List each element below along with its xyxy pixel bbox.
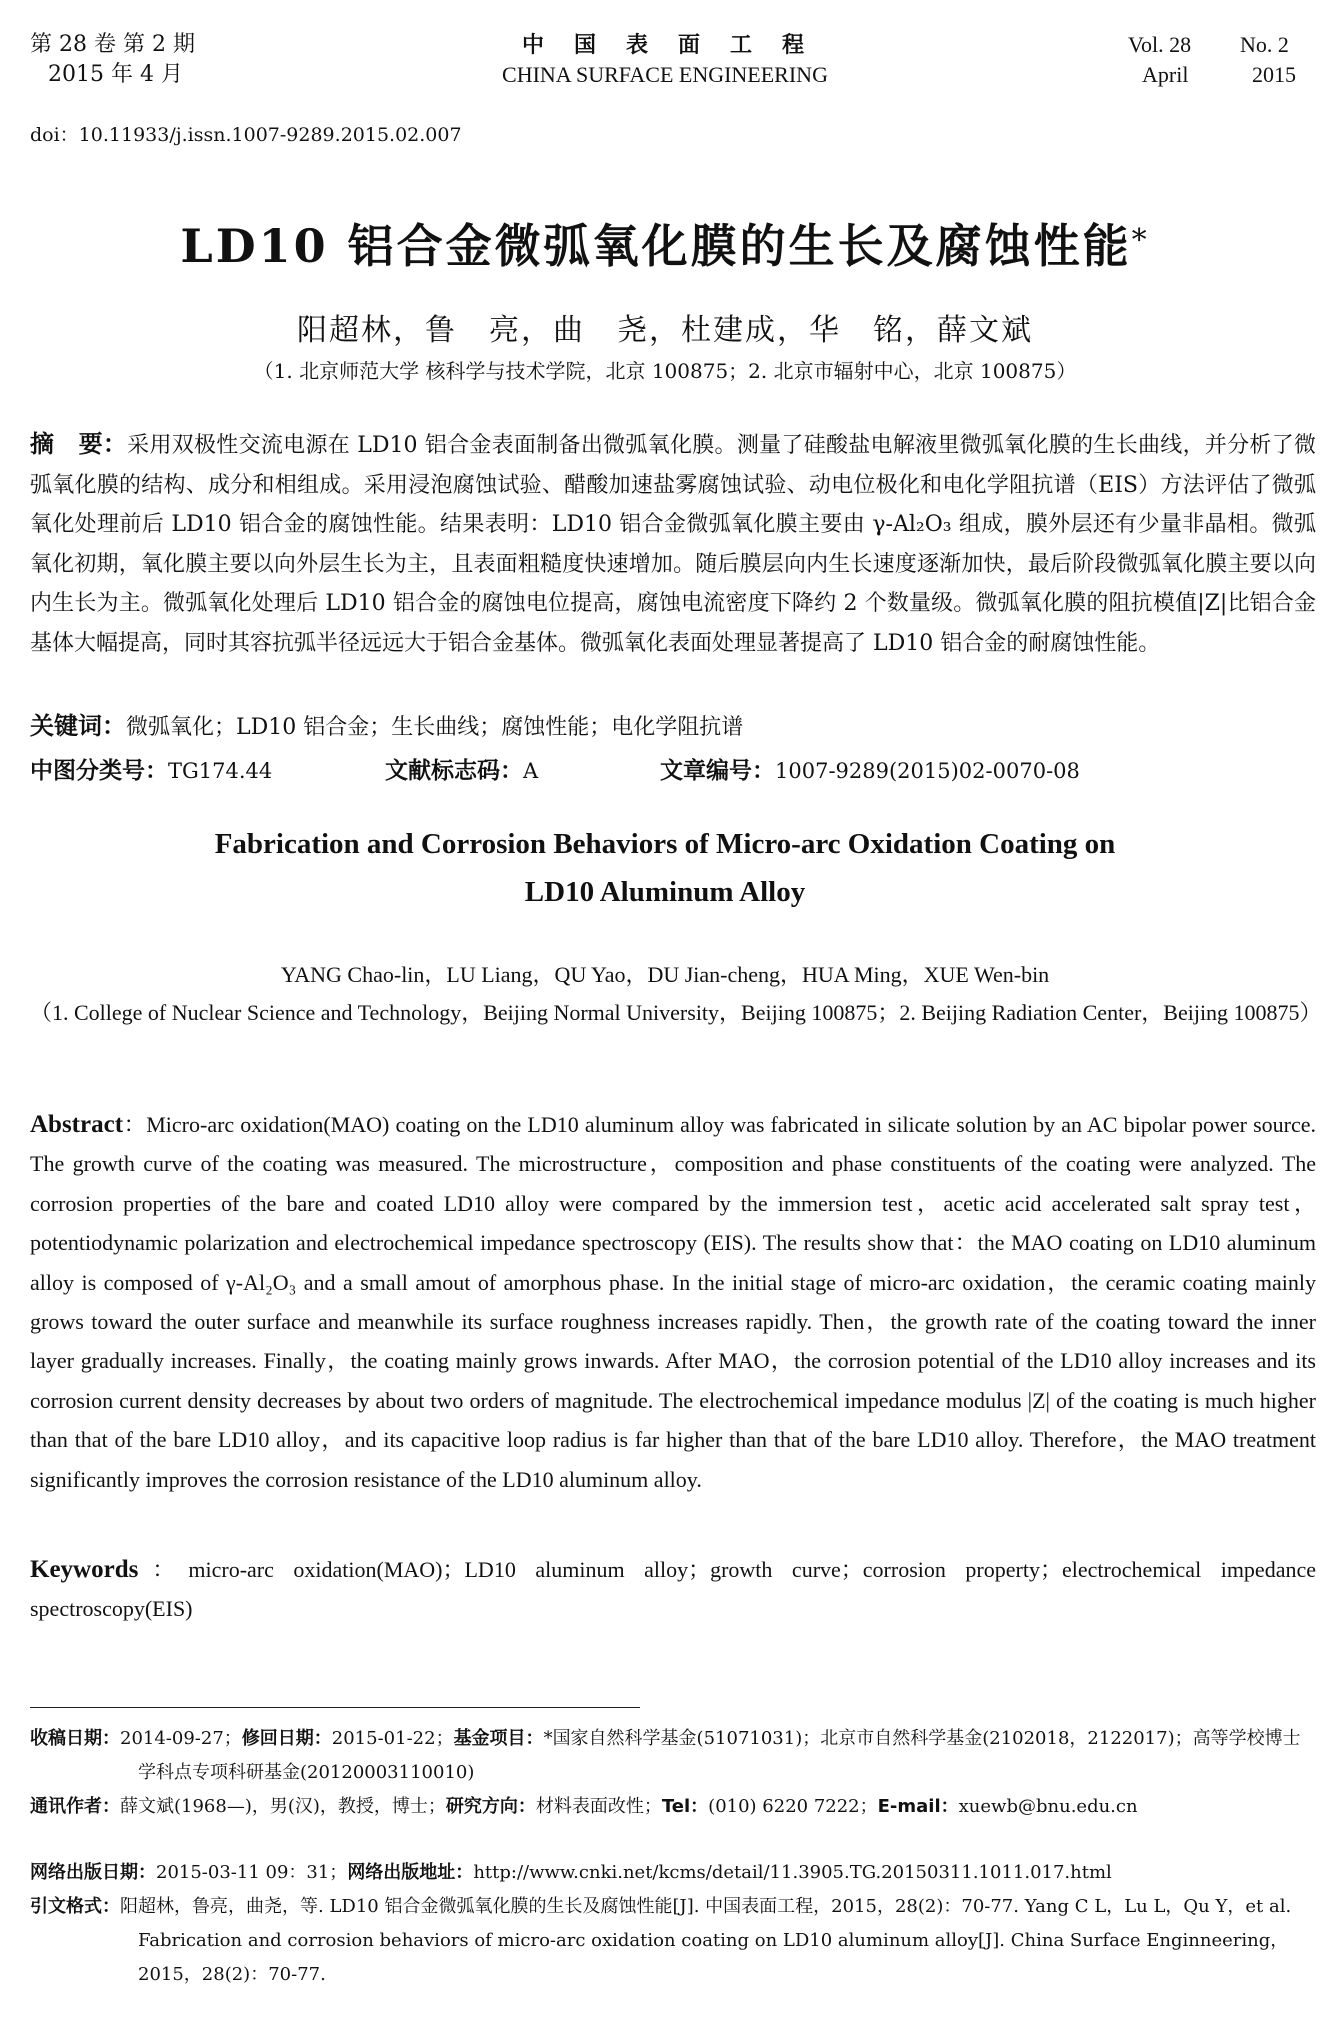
research-value: 材料表面改性； (535, 1796, 662, 1817)
citation-label: 引文格式： (30, 1896, 120, 1917)
title-footnote-mark: * (1131, 223, 1150, 258)
keywords-en (30, 1550, 1316, 1629)
footnote-dates-fund (30, 1722, 1316, 1824)
abstract-en-label: Abstract (30, 1111, 124, 1138)
tel-label: Tel： (661, 1796, 709, 1817)
abstract-cn-label: 摘 要： (30, 430, 128, 458)
title-cn (0, 210, 1330, 276)
keywords-en-text: ：micro-arc oxidation(MAO)；LD10 aluminum alloy；growth curve；corrosion property；electrochemical impedance spectroscopy(EIS) (30, 1557, 1316, 1622)
revised-value: 2015-01-22； (331, 1728, 454, 1749)
online-url-value[interactable]: http://www.cnki.net/kcms/detail/11.3905.TG.20150311.1011.017.html (473, 1862, 1112, 1883)
article-no-label: 文章编号： (660, 758, 775, 784)
header-year-en: 2015 (1252, 62, 1296, 87)
research-label: 研究方向： (445, 1796, 536, 1817)
affiliation-cn: （1. 北京师范大学 核科学与技术学院，北京 100875；2. 北京市辐射中心，北京 100875） (253, 359, 1077, 383)
online-url-label: 网络出版地址： (347, 1862, 474, 1883)
citation-value: 阳超林，鲁亮，曲尧，等. LD10 铝合金微弧氧化膜的生长及腐蚀性能[J]. 中国表面工程，2015，28(2)：70-77. Yang C L，Lu L，Qu Y，et al. Fabrication and corrosion behaviors of micro-arc oxidation coating on LD10 aluminum alloy[J]. China Surface Enginneering，2015，28(2)：70-77. (120, 1896, 1292, 1985)
clc-label: 中图分类号： (30, 758, 168, 784)
email-label: E-mail： (877, 1796, 959, 1817)
keywords-en-label: Keywords (30, 1556, 139, 1583)
affiliation-en: （1. College of Nuclear Science and Technology，Beijing Normal University，Beijing 100875；2. Beijing Radiation Center，Beijing 100875） (30, 1000, 1322, 1025)
header-vol-en: Vol. 28 (1128, 32, 1192, 57)
tel-value: (010) 6220 7222； (708, 1796, 878, 1817)
abstract-cn (30, 425, 1316, 664)
keywords-cn-text: 微弧氧化；LD10 铝合金；生长曲线；腐蚀性能；电化学阻抗谱 (126, 715, 744, 740)
header-volume-cn: 第 28 卷 第 2 期 (30, 32, 195, 57)
online-date-label: 网络出版日期： (30, 1862, 156, 1883)
title-en-line1: Fabrication and Corrosion Behaviors of Micro-arc Oxidation Coating on (214, 828, 1116, 860)
classification-row (30, 752, 272, 785)
doc-code-value: A (523, 759, 539, 783)
header-journal-en: CHINA SURFACE ENGINEERING (502, 62, 828, 87)
title-en-line2: LD10 Aluminum Alloy (524, 876, 806, 908)
authors-en: YANG Chao-lin，LU Liang，QU Yao，DU Jian-cheng，HUA Ming，XUE Wen-bin (280, 962, 1050, 987)
received-value: 2014-09-27； (120, 1728, 242, 1749)
corresponding-value: 薛文斌(1968—)，男(汉)，教授，博士； (120, 1796, 446, 1817)
header-journal-cn: 中 国 表 面 工 程 (521, 32, 808, 58)
keywords-cn (30, 707, 1316, 748)
abstract-en (30, 1105, 1316, 1499)
article-no-row (660, 752, 1080, 785)
title-en (0, 820, 1330, 916)
title-cn-text: LD10 铝合金微弧氧化膜的生长及腐蚀性能 (180, 219, 1132, 273)
doi: doi：10.11933/j.issn.1007-9289.2015.02.007 (30, 124, 462, 146)
clc-value: TG174.44 (168, 759, 273, 783)
doc-code-row (385, 752, 538, 785)
doc-code-label: 文献标志码： (385, 758, 523, 784)
corresponding-label: 通讯作者： (30, 1796, 120, 1817)
article-no-value: 1007-9289(2015)02-0070-08 (775, 759, 1080, 783)
abstract-cn-text: 采用双极性交流电源在 LD10 铝合金表面制备出微弧氧化膜。测量了硅酸盐电解液里微弧氧化膜的生长曲线，并分析了微弧氧化膜的结构、成分和相组成。采用浸泡腐蚀试验、醋酸加速盐雾腐蚀试验、动电位极化和电化学阻抗谱（EIS）方法评估了微弧氧化处理前后 LD10 铝合金的腐蚀性能。结果表明：LD10 铝合金微弧氧化膜主要由 γ-Al₂O₃ 组成，膜外层还有少量非晶相。微弧氧化初期，氧化膜主要以向外层生长为主，且表面粗糙度快速增加。随后膜层向内生长速度逐渐加快，最后阶段微弧氧化膜主要以向内生长为主。微弧氧化处理后 LD10 铝合金的腐蚀电位提高，腐蚀电流密度下降约 2 个数量级。微弧氧化膜的阻抗模值|Z|比铝合金基体大幅提高，同时其容抗弧半径远远大于铝合金基体。微弧氧化表面处理显著提高了 LD10 铝合金的耐腐蚀性能。 (30, 433, 1317, 656)
received-label: 收稿日期： (30, 1728, 120, 1749)
revised-label: 修回日期： (241, 1728, 332, 1749)
footnote-divider (30, 1707, 640, 1708)
fund-value: *国家自然科学基金(51071031)；北京市自然科学基金(2102018，2122017)；高等学校博士学科点专项科研基金(20120003110010) (138, 1728, 1301, 1783)
abstract-en-text: ：Micro-arc oxidation(MAO) coating on the LD10 aluminum alloy was fabricated in silicate solution by an AC bipolar power source. The growth curve of the coating was measured. The microstructure，composition and phase constituents of the coating were analyzed. The corrosion properties of the bare and coated LD10 alloy were compared by the immersion test，acetic acid accelerated salt spray test，potentiodynamic polarization and electrochemical impedance spectroscopy (EIS). The results show that：the MAO coating on LD10 aluminum alloy is composed of γ-Al₂O₃ and a small amout of amorphous phase. In the initial stage of micro-arc oxidation，the ceramic coating mainly grows toward the outer surface and meanwhile its surface roughness increases rapidly. Then，the growth rate of the coating toward the inner layer gradually increases. Finally，the coating mainly grows inwards. After MAO，the corrosion potential of the LD10 alloy increases and its corrosion current density decreases by about two orders of magnitude. The electrochemical impedance modulus |Z| of the coating is much higher than that of the bare LD10 alloy，and its capacitive loop radius is far higher than that of the bare LD10 alloy. Therefore，the MAO treatment significantly improves the corrosion resistance of the LD10 aluminum alloy. (30, 1112, 1316, 1492)
header-month-en: April (1142, 62, 1189, 87)
authors-cn: 阳超林，鲁 亮，曲 尧，杜建成，华 铭，薛文斌 (297, 313, 1033, 348)
online-date-value: 2015-03-11 09：31； (156, 1862, 348, 1883)
fund-label: 基金项目： (453, 1728, 544, 1749)
email-value: xuewb@bnu.edu.cn (958, 1796, 1138, 1817)
header-no-en: No. 2 (1240, 32, 1289, 57)
keywords-cn-label: 关键词： (30, 712, 126, 740)
header-date-cn: 2015 年 4 月 (48, 62, 183, 87)
footnote-online (30, 1856, 1316, 1992)
